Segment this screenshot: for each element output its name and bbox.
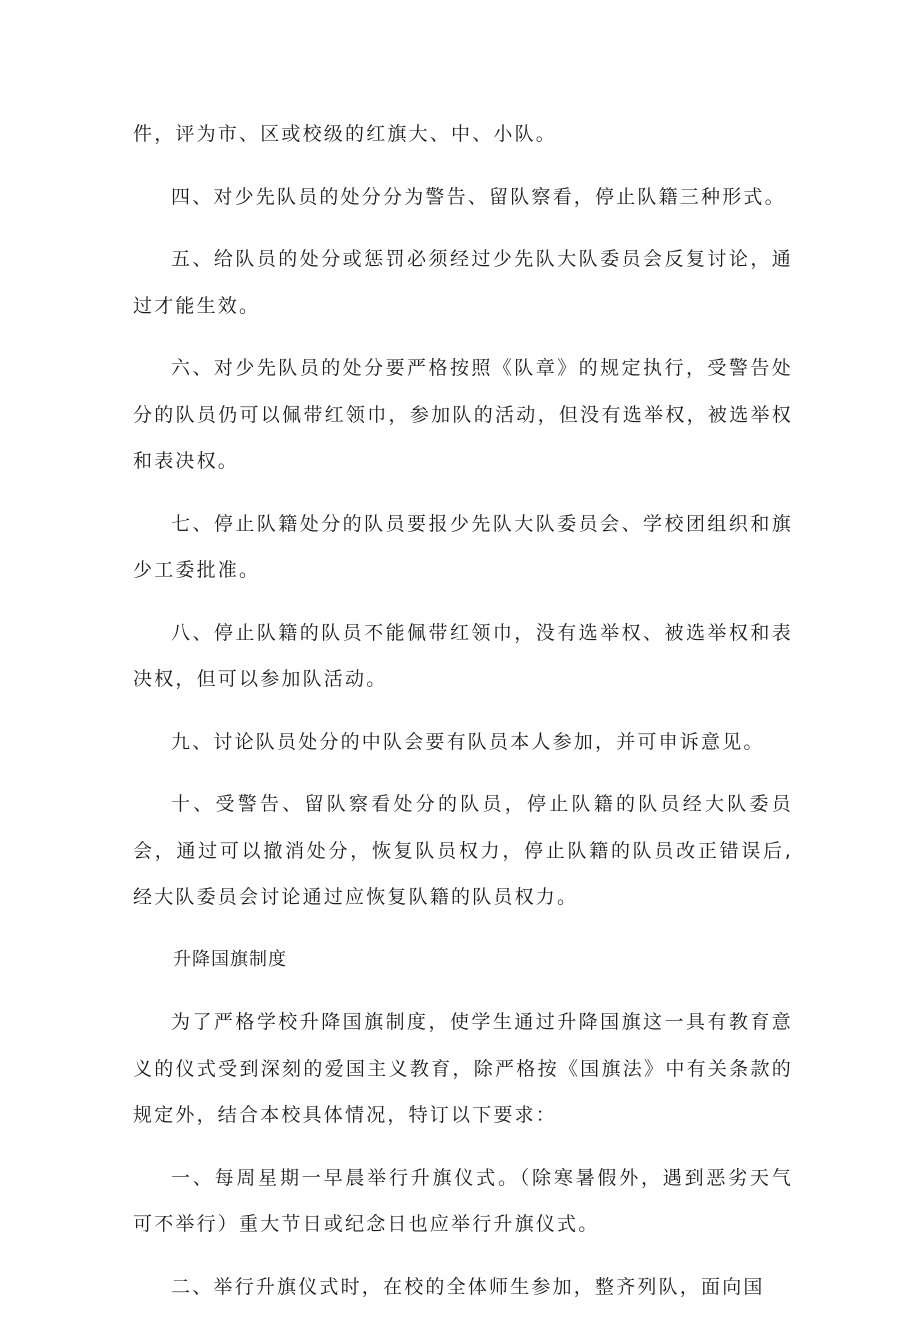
paragraph-item-9: 九、讨论队员处分的中队会要有队员本人参加，并可申诉意见。 — [171, 730, 765, 753]
paragraph-item-5: 五、给队员的处分或惩罚必须经过少先队大队委员会反复讨论，通过才能生效。 — [133, 248, 793, 317]
paragraph-item-7: 七、停止队籍处分的队员要报少先队大队委员会、学校团组织和旗少工委批准。 — [133, 512, 793, 581]
section-title: 升降国旗制度 — [173, 948, 287, 970]
section-intro-paragraph: 为了严格学校升降国旗制度，使学生通过升降国旗这一具有教育意义的仪式受到深刻的爱国主义教育，除严格按《国旗法》中有关条款的规定外，结合本校具体情况，特订以下要求： — [133, 1011, 793, 1126]
paragraph-item-4: 四、对少先队员的处分分为警告、留队察看，停止队籍三种形式。 — [171, 185, 786, 208]
section-item-1: 一、每周星期一早晨举行升旗仪式。（除寒暑假外，遇到恶劣天气可不举行）重大节日或纪念日也应举行升旗仪式。 — [133, 1166, 793, 1235]
section-item-2: 二、举行升旗仪式时，在校的全体师生参加，整齐列队，面向国 — [171, 1275, 765, 1298]
document-body — [133, 111, 793, 1326]
paragraph-item-10: 十、受警告、留队察看处分的队员，停止队籍的队员经大队委员会，通过可以撤消处分，恢复队员权力，停止队籍的队员改正错误后,经大队委员会讨论通过应恢复队籍的队员权力。 — [133, 793, 793, 908]
paragraph-continuation: 件，评为市、区或校级的红旗大、中、小队。 — [133, 123, 558, 145]
paragraph-item-8: 八、停止队籍的队员不能佩带红领巾，没有选举权、被选举权和表决权，但可以参加队活动。 — [133, 621, 793, 690]
paragraph-item-6: 六、对少先队员的处分要严格按照《队章》的规定执行，受警告处分的队员仍可以佩带红领巾，参加队的活动，但没有选举权，被选举权和表决权。 — [133, 357, 793, 472]
